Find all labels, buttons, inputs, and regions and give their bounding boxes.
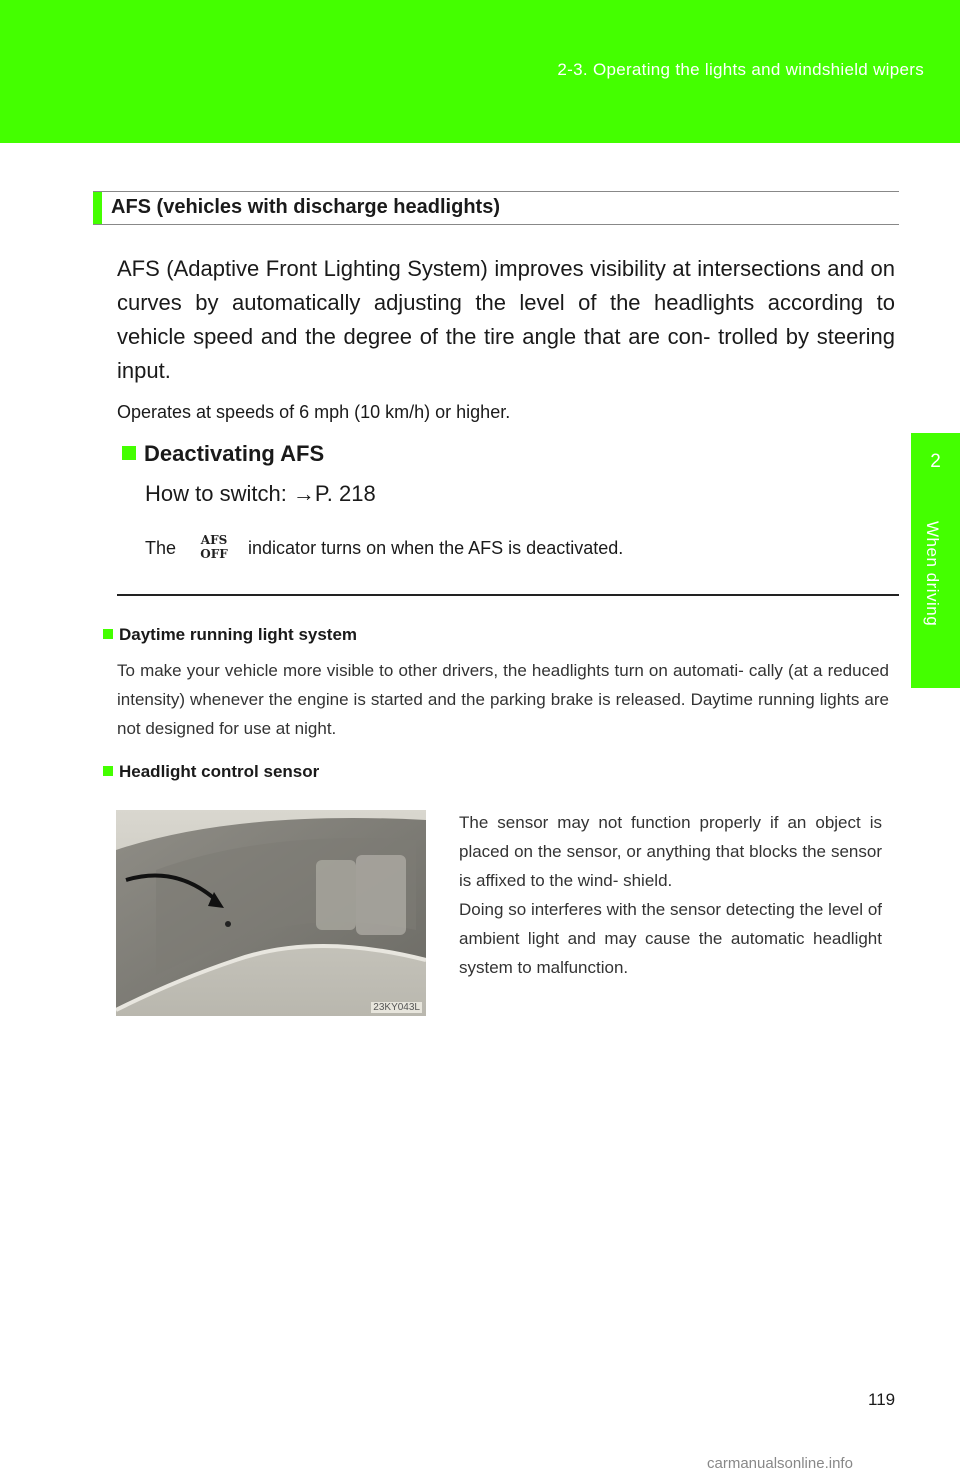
drl-text: To make your vehicle more visible to other drivers, the headlights turn on automati- cally (at a reduced intensity) whenever the engine is started and the parking brake is released. Daytime running lights are not designed for use at night. — [117, 661, 889, 738]
windshield-illustration — [116, 810, 426, 1016]
afs-speed-note: Operates at speeds of 6 mph (10 km/h) or higher. — [117, 402, 511, 422]
square-bullet-icon — [122, 446, 136, 460]
drl-heading — [103, 625, 357, 645]
afs-heading-text: AFS (vehicles with discharge headlights) — [111, 196, 500, 218]
afs-section-heading — [93, 191, 899, 225]
chapter-number: 2 — [930, 451, 941, 472]
indicator-line — [145, 533, 623, 563]
heading-accent-bar — [93, 192, 102, 224]
afs-icon-line1: AFS — [200, 533, 228, 547]
image-code: 23KY043L — [373, 1002, 420, 1013]
section-title: 2-3. Operating the lights and windshield wipers — [557, 60, 924, 79]
deactivating-afs-text: Deactivating AFS — [144, 441, 325, 466]
indicator-suffix: indicator turns on when the AFS is deactivated. — [248, 537, 624, 558]
sensor-text-2: Doing so interferes with the sensor detecting the level of ambient light and may cause the automatic headlight system to malfunction. — [459, 900, 882, 977]
page-number: 119 — [868, 1390, 896, 1409]
deactivating-afs-heading — [122, 441, 324, 467]
square-bullet-icon — [103, 629, 113, 639]
windshield-sensor-photo — [116, 810, 426, 1016]
square-bullet-icon — [103, 766, 113, 776]
indicator-prefix: The — [145, 537, 177, 558]
sensor-text-1: The sensor may not function properly if an object is placed on the sensor, or anything that blocks the sensor is affixed to the wind- shield. — [459, 813, 882, 890]
chapter-side-tab — [911, 143, 960, 1484]
sensor-heading-text: Headlight control sensor — [119, 762, 320, 781]
page-header — [0, 0, 960, 143]
afs-description: AFS (Adaptive Front Lighting System) improves visibility at intersections and on curves by automatically adjusting the level of the headlights according to vehicle speed and the degree of the tire angle that are con- trolled by steering input. — [117, 256, 895, 383]
sensor-heading — [103, 762, 319, 782]
sensor-text — [459, 808, 882, 982]
drl-heading-text: Daytime running light system — [119, 625, 358, 644]
section-divider — [117, 594, 899, 596]
afs-icon-line2: OFF — [200, 547, 228, 561]
watermark-text: carmanualsonline.info — [707, 1455, 853, 1472]
chapter-label: When driving — [923, 521, 942, 627]
afs-off-indicator-icon — [194, 533, 234, 563]
how-to-switch: How to switch: →P. 218 — [145, 481, 376, 506]
